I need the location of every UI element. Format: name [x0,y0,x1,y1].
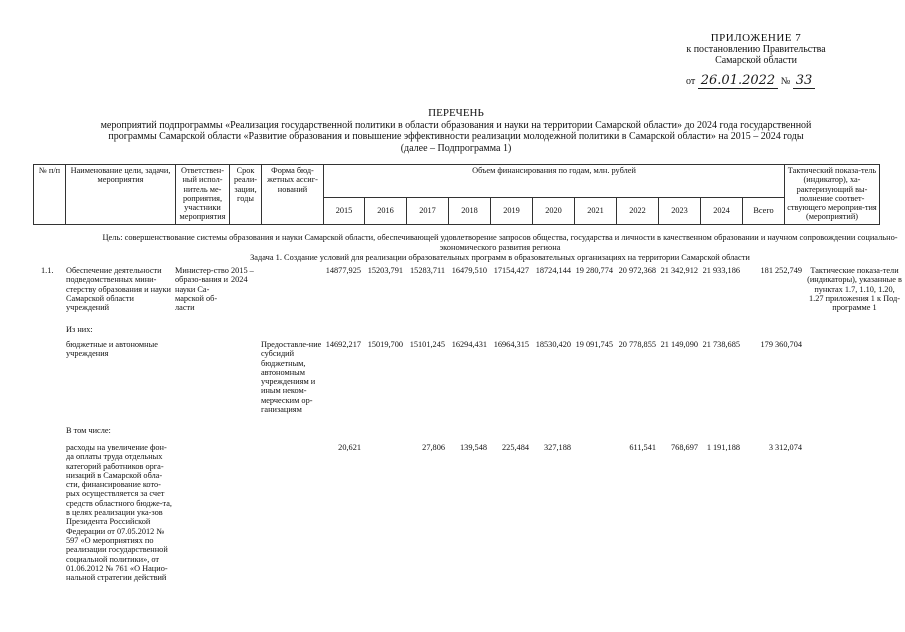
header-table [33,164,880,225]
year-value-2020: 327,188 [544,443,571,452]
year-value-2018: 16479,510 [451,266,487,275]
header-col-volume: Объем финансирования по годам, млн. рублей [324,165,785,198]
document-heading [60,108,852,154]
header-col-number: № п/п [34,165,66,225]
heading-line-2: программы Самарской области «Развитие образования и повышение эффективности реализации молодежной политики в Самарской области» на 2015 – 2024 годы [108,131,804,143]
row-number: 1.1. [41,266,54,275]
budget-row-form: Предоставле-ние субсидий бюджетным, автономным учреждениям и иным неком-мерческим ор-ганизациям [261,340,322,415]
appendix-title: ПРИЛОЖЕНИЕ 7 [710,32,802,44]
year-value-2024: 1 191,188 [706,443,740,452]
year-value-2016: 15019,700 [367,340,403,349]
year-value-2017: 15283,711 [410,266,445,275]
appendix-block [676,33,836,66]
year-value-2024: 21 738,685 [702,340,740,349]
row-name: Обеспечение деятельности подведомственных мини-стерству образования и науки Самарской области учреждений [66,266,171,313]
date-prefix: от [686,76,696,87]
year-header: 2016 [365,198,407,225]
year-value-2019: 16964,315 [493,340,529,349]
year-value-2015: 20,621 [338,443,361,452]
year-value-2024: 21 933,186 [702,266,740,275]
year-value-2015: 14692,217 [325,340,361,349]
row-indicator: Тактические показа-тели (индикаторы), указанные в пунктах 1.7, 1.10, 1.20, 1.27 приложения 1 к Под-программе 1 [807,266,902,313]
document-title: ПЕРЕЧЕНЬ [428,107,484,119]
salary-row-name: расходы на увеличение фон-да оплаты труда отдельных категорий работников орга-низаций в Самарской обла-сти, финансирование кото-рых осуществляется за счет средств областного бюдже-та, в целях реализации ука-зов Президента Российской Федерации от 07.05.2012 № 597 «О мероприятиях по реализации государственной социальной политики», от 01.06.2012 № 761 «О Нацио-нальной стратегии действий [66,443,172,583]
decree-date: 26.01.2022 [698,73,778,89]
year-header: 2024 [701,198,743,225]
year-value-2015: 14877,925 [325,266,361,275]
total-value: 179 360,704 [760,340,802,349]
year-value-2016: 15203,791 [367,266,403,275]
year-value-2023: 21 149,090 [660,340,698,349]
year-value-2020: 18724,144 [535,266,571,275]
header-col-name: Наименование цели, задачи, мероприятия [66,165,176,225]
year-value-2017: 27,806 [422,443,445,452]
year-header: 2015 [324,198,365,225]
header-col-form: Форма бюд-жетных ассиг-нований [262,165,324,225]
year-value-2018: 139,548 [460,443,487,452]
total-header: Всего [743,198,785,225]
number-prefix: № [780,76,791,87]
header-col-responsible: Ответствен-ный испол-нитель ме-роприятия, участники мероприятия [176,165,230,225]
year-header: 2017 [407,198,449,225]
heading-line-1: мероприятий подпрограммы «Реализация государственной политики в области образования и науки на территории Самарской области» до 2024 года государственной [100,119,812,131]
year-header: 2021 [575,198,617,225]
year-value-2018: 16294,431 [451,340,487,349]
year-header: 2022 [617,198,659,225]
decree-date-line [686,73,815,88]
year-value-2023: 768,697 [671,443,698,452]
task-text: Задача 1. Создание условий для реализации образовательных программ в образовательных организациях на территории Самарской области [250,253,750,262]
heading-line-3: (далее – Подпрограмма 1) [400,142,512,154]
total-value: 3 312,074 [768,443,802,452]
header-col-term: Срок реали-зации, годы [230,165,262,225]
year-header: 2023 [659,198,701,225]
row-responsible: Министер-ство образо-вания и науки Са-марской об-ласти [175,266,229,313]
year-value-2019: 225,484 [502,443,529,452]
row-term: 2015 – 2024 [231,266,254,285]
including-label: В том числе: [66,426,111,435]
year-header: 2018 [449,198,491,225]
year-header: 2020 [533,198,575,225]
of-them-label: Из них: [66,325,93,334]
decree-number: 33 [793,73,816,89]
year-value-2020: 18530,420 [535,340,571,349]
year-value-2021: 19 280,774 [575,266,613,275]
appendix-line-2: Самарской области [715,55,797,66]
year-value-2021: 19 091,745 [575,340,613,349]
year-value-2017: 15101,245 [409,340,445,349]
year-value-2023: 21 342,912 [660,266,698,275]
year-value-2022: 611,541 [629,443,656,452]
budget-row-name: бюджетные и автономные учреждения [66,340,158,359]
year-value-2019: 17154,427 [493,266,529,275]
header-col-indicator: Тактический показа-тель (индикатор), ха-рактеризующий вы-полнение соответ-ствующего мероприя-тия (мероприятий) [785,165,880,225]
goal-text: Цель: совершенствование системы образования и науки Самарской области, обеспечивающей удовлетворение запросов общества, государства и личности в качественном образовании и научном сопровождении социально-экономического развития региона [102,233,898,252]
year-value-2022: 20 778,855 [618,340,656,349]
year-header: 2019 [491,198,533,225]
appendix-line-1: к постановлению Правительства [686,44,826,55]
year-value-2022: 20 972,368 [618,266,656,275]
total-value: 181 252,749 [760,266,802,275]
